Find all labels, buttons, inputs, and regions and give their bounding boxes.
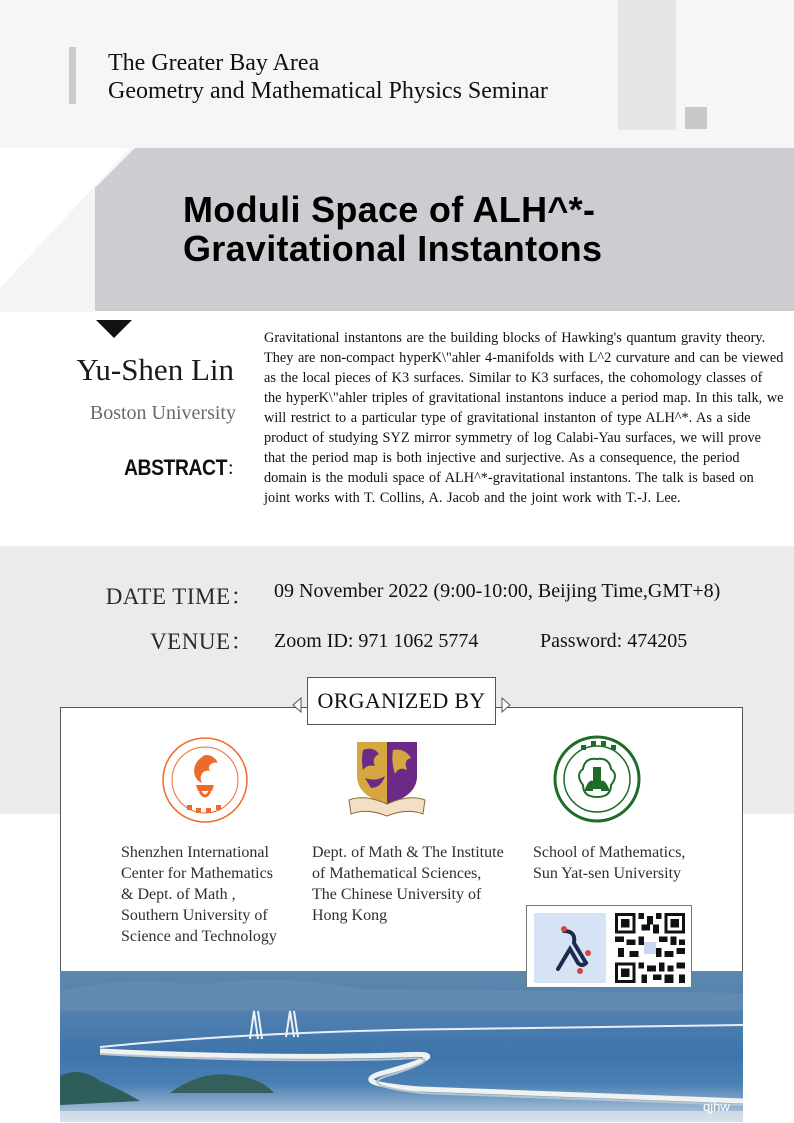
bridge-photo	[60, 971, 743, 1122]
organizer-line: School of Mathematics,	[533, 844, 686, 861]
speaker-name: Yu-Shen Lin	[76, 352, 234, 387]
seminar-header	[0, 0, 794, 148]
organizer-line: Sun Yat-sen University	[533, 865, 682, 882]
seminar-name-line1: The Greater Bay Area	[108, 50, 320, 76]
venue-label: VENUE：	[150, 629, 254, 654]
header-accent-bar	[69, 47, 76, 104]
organizer-line: Southern University of	[121, 907, 268, 924]
sustech-seal-logo	[160, 735, 250, 825]
abstract-text: Gravitational instantons are the building blocks of Hawking's quantum gravity theory. They are non-compact hyperK\"ahler 4-manifolds with L^2 curvature and can be viewed as the local pieces of K3 surfaces. Similar to K3 surfaces, the cohomology classes of the hyperK\"ahler triples of gravitational instantons induce a period map. In this talk, we will restrict to a particular type of gravitational instanton of type ALH^*. As a side product of studying SYZ mirror symmetry of log Calabi-Yau surfaces, we will prove that the period map is both injective and surjective. As a consequence, the period domain is the moduli space of ALH^*-gravitational instantons. The talk is based on joint works with T. Collins, A. Jacob and the joint work with T.-J. Lee.	[264, 330, 784, 506]
organized-by-heading: ORGANIZED BY	[307, 677, 496, 725]
cuhk-crest-logo	[345, 738, 429, 820]
abstract-colon: :	[228, 457, 234, 479]
sysu-seal-logo	[553, 735, 641, 823]
organizer-sysu	[533, 842, 733, 884]
date-time-value: 09 November 2022 (9:00-10:00, Beijing Time,GMT+8)	[274, 580, 721, 602]
qr-card	[526, 905, 692, 988]
decorative-column	[618, 0, 676, 130]
organizer-line: of Mathematical Sciences,	[312, 865, 482, 882]
talk-title-line2: Gravitational Instantons	[183, 228, 603, 269]
speaker-affiliation: Boston University	[89, 402, 236, 424]
seminar-name	[108, 49, 548, 105]
arrow-right-icon	[501, 697, 511, 713]
organizer-line: Shenzhen International	[121, 844, 269, 861]
organizer-line: The Chinese University of	[312, 886, 482, 903]
watermark: qjhw	[703, 1099, 730, 1114]
abstract-label: ABSTRACT	[124, 455, 227, 480]
lambda-logo	[534, 913, 606, 983]
organizer-line: Science and Technology	[121, 928, 277, 945]
seminar-name-line2: Geometry and Mathematical Physics Seminar	[108, 78, 548, 104]
decorative-square	[685, 107, 707, 129]
date-time-label: DATE TIME：	[105, 584, 254, 609]
zoom-id: Zoom ID: 971 1062 5774	[274, 630, 479, 652]
arrow-left-icon	[292, 697, 302, 713]
zoom-password: Password: 474205	[540, 630, 688, 652]
talk-title	[183, 190, 602, 268]
qr-code[interactable]	[614, 913, 686, 983]
talk-title-line1: Moduli Space of ALH^*-	[183, 189, 596, 230]
organizer-line: Dept. of Math & The Institute	[312, 844, 504, 861]
organizer-line: Hong Kong	[312, 907, 388, 924]
organizer-line: Center for Mathematics	[121, 865, 273, 882]
organizer-line: & Dept. of Math ,	[121, 886, 236, 903]
bridge-scene	[60, 971, 743, 1122]
triangle-marker-icon	[96, 320, 132, 338]
organizer-sustech	[121, 842, 301, 947]
organizer-cuhk	[312, 842, 522, 926]
